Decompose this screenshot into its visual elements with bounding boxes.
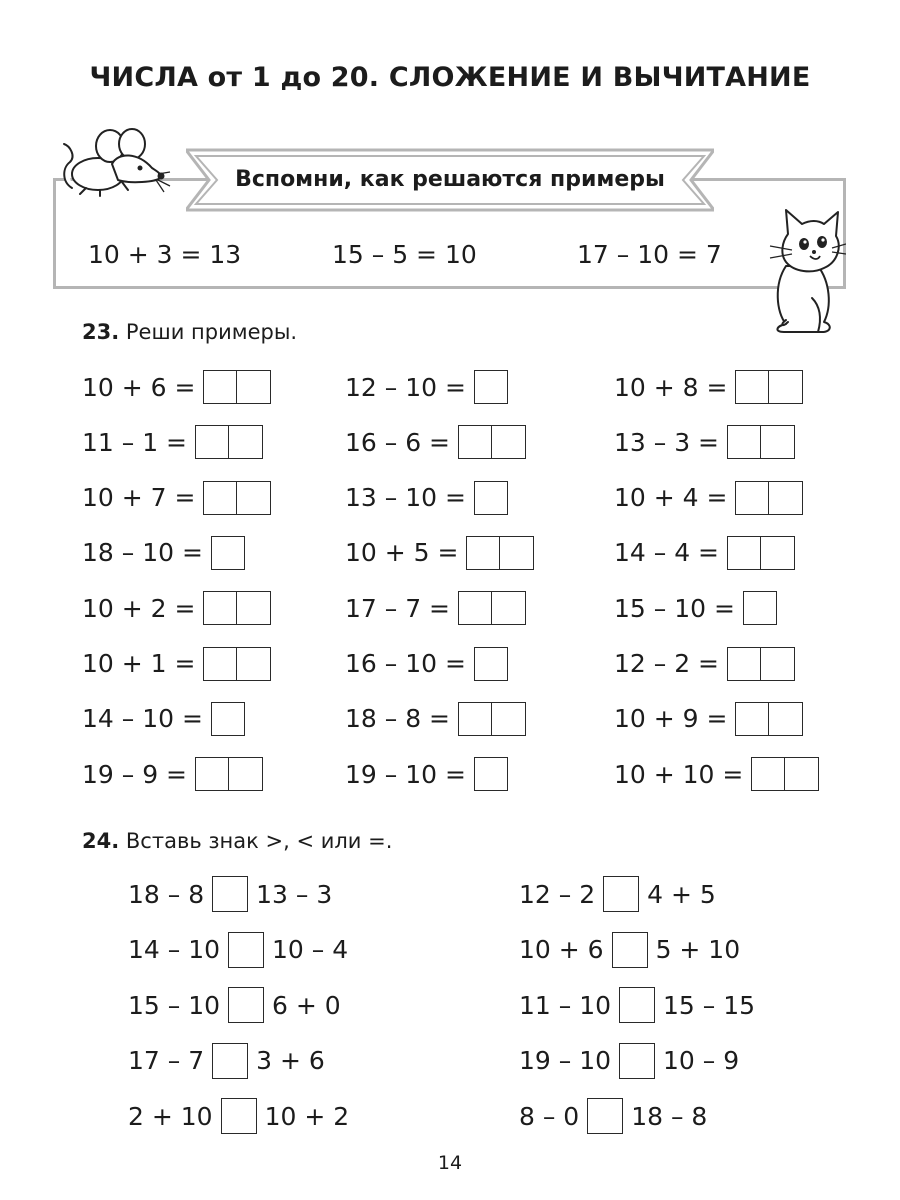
equation-expression: 14 – 4 = — [614, 538, 720, 568]
task-24-heading — [82, 829, 392, 853]
comparison-right: 10 – 9 — [663, 1046, 740, 1075]
answer-boxes — [735, 481, 803, 515]
equation — [614, 370, 803, 404]
comparison-left: 18 – 8 — [128, 879, 205, 909]
equation-expression: 10 + 9 = — [614, 704, 728, 734]
equation — [82, 647, 271, 681]
equation — [345, 370, 508, 404]
answer-cell[interactable] — [195, 425, 229, 459]
answer-cell[interactable] — [474, 481, 508, 515]
sign-box[interactable] — [612, 932, 648, 968]
answer-boxes — [474, 757, 508, 791]
answer-cell[interactable] — [785, 757, 819, 791]
sign-box[interactable] — [603, 876, 639, 912]
reminder-example-2: 15 – 5 = 10 — [332, 240, 477, 269]
equation-expression: 10 + 1 = — [82, 649, 196, 678]
answer-cell[interactable] — [761, 536, 795, 570]
equation — [82, 591, 271, 625]
answer-boxes — [735, 702, 803, 736]
equation-expression: 10 + 7 = — [82, 483, 196, 513]
answer-cell[interactable] — [195, 757, 229, 791]
comparison — [128, 932, 348, 968]
equation — [82, 481, 271, 515]
comparison-left: 17 – 7 — [128, 1046, 205, 1075]
answer-cell[interactable] — [466, 536, 500, 570]
answer-boxes — [203, 647, 271, 681]
answer-cell[interactable] — [203, 481, 237, 515]
task-23-number: 23. — [82, 320, 120, 344]
task-24-number: 24. — [82, 829, 120, 853]
comparison — [519, 1098, 707, 1134]
answer-boxes — [195, 425, 263, 459]
answer-boxes — [203, 370, 271, 404]
equation — [345, 591, 526, 625]
answer-cell[interactable] — [727, 647, 761, 681]
equation — [614, 425, 795, 459]
answer-boxes — [203, 481, 271, 515]
answer-cell[interactable] — [735, 370, 769, 404]
equation — [345, 425, 526, 459]
answer-cell[interactable] — [735, 702, 769, 736]
reminder-example-1: 10 + 3 = 13 — [88, 240, 242, 269]
answer-cell[interactable] — [500, 536, 534, 570]
comparison-right: 6 + 0 — [272, 990, 341, 1020]
comparison-right: 10 + 2 — [264, 1101, 350, 1131]
equation-expression: 12 – 2 = — [614, 649, 720, 678]
answer-cell[interactable] — [229, 757, 263, 791]
equation-expression: 16 – 6 = — [345, 427, 451, 457]
answer-cell[interactable] — [751, 757, 785, 791]
answer-cell[interactable] — [474, 757, 508, 791]
comparison-left: 11 – 10 — [519, 990, 612, 1020]
sign-box[interactable] — [228, 987, 264, 1023]
answer-boxes — [458, 702, 526, 736]
equation-expression: 12 – 10 = — [345, 372, 466, 402]
answer-cell[interactable] — [735, 481, 769, 515]
answer-boxes — [458, 591, 526, 625]
comparison-right: 3 + 6 — [256, 1046, 325, 1075]
comparison — [519, 876, 716, 912]
answer-cell[interactable] — [492, 591, 526, 625]
answer-cell[interactable] — [474, 647, 508, 681]
answer-boxes — [751, 757, 819, 791]
sign-box[interactable] — [619, 1043, 655, 1079]
task-23-heading — [82, 320, 297, 344]
reminder-example-3: 17 – 10 = 7 — [577, 240, 722, 269]
comparison — [519, 932, 740, 968]
equation-expression: 19 – 10 = — [345, 759, 466, 789]
answer-boxes — [735, 370, 803, 404]
answer-cell[interactable] — [203, 370, 237, 404]
equation-expression: 10 + 10 = — [614, 759, 744, 789]
equation-expression: 10 + 4 = — [614, 483, 728, 513]
answer-boxes — [727, 425, 795, 459]
sign-box[interactable] — [228, 932, 264, 968]
equation-expression: 18 – 10 = — [82, 538, 203, 568]
task-23-text: Реши примеры. — [125, 320, 298, 344]
answer-cell[interactable] — [727, 536, 761, 570]
answer-boxes — [195, 757, 263, 791]
equation — [82, 425, 263, 459]
comparison-right: 13 – 3 — [256, 879, 333, 909]
answer-cell[interactable] — [769, 370, 803, 404]
equation-expression: 13 – 3 = — [614, 427, 720, 457]
reminder-heading: Вспомни, как решаются примеры — [235, 167, 665, 192]
answer-cell[interactable] — [237, 647, 271, 681]
answer-boxes — [727, 536, 795, 570]
equation — [345, 757, 508, 791]
comparison-right: 5 + 10 — [655, 935, 741, 964]
equation-expression: 10 + 5 = — [345, 538, 459, 568]
equation — [82, 536, 245, 570]
equation — [614, 536, 795, 570]
page-title: ЧИСЛА от 1 до 20. СЛОЖЕНИЕ И ВЫЧИТАНИЕ — [89, 62, 811, 93]
page-number: 14 — [437, 1152, 463, 1174]
answer-boxes — [211, 702, 245, 736]
comparison — [128, 876, 332, 912]
comparison-left: 10 + 6 — [519, 935, 604, 964]
answer-boxes — [211, 536, 245, 570]
answer-cell[interactable] — [237, 591, 271, 625]
answer-boxes — [727, 647, 795, 681]
comparison-right: 18 – 8 — [631, 1101, 708, 1131]
answer-cell[interactable] — [761, 425, 795, 459]
answer-cell[interactable] — [203, 591, 237, 625]
comparison — [519, 987, 755, 1023]
answer-boxes — [458, 425, 526, 459]
comparison-left: 2 + 10 — [128, 1101, 213, 1131]
equation — [614, 757, 819, 791]
answer-cell[interactable] — [727, 425, 761, 459]
answer-cell[interactable] — [229, 425, 263, 459]
sign-box[interactable] — [212, 876, 248, 912]
sign-box[interactable] — [221, 1098, 257, 1134]
equation — [345, 536, 534, 570]
equation — [82, 757, 263, 791]
comparison-right: 10 – 4 — [272, 935, 349, 964]
comparison — [128, 1043, 325, 1079]
answer-cell[interactable] — [237, 481, 271, 515]
comparison — [519, 1043, 739, 1079]
equation — [345, 481, 508, 515]
answer-cell[interactable] — [203, 647, 237, 681]
answer-boxes — [466, 536, 534, 570]
sign-box[interactable] — [619, 987, 655, 1023]
comparison — [128, 987, 341, 1023]
mouse-icon — [60, 124, 172, 200]
sign-box[interactable] — [587, 1098, 623, 1134]
answer-cell[interactable] — [211, 536, 245, 570]
comparison-left: 15 – 10 — [128, 990, 221, 1020]
equation-expression: 10 + 6 = — [82, 372, 196, 402]
equation-expression: 15 – 10 = — [614, 593, 735, 623]
answer-cell[interactable] — [769, 702, 803, 736]
equation-expression: 10 + 2 = — [82, 593, 196, 623]
equation — [82, 370, 271, 404]
answer-cell[interactable] — [769, 481, 803, 515]
cat-icon — [766, 206, 846, 334]
answer-boxes — [474, 647, 508, 681]
answer-cell[interactable] — [458, 702, 492, 736]
comparison-left: 14 – 10 — [128, 935, 221, 964]
comparison-right: 15 – 15 — [663, 990, 756, 1020]
answer-cell[interactable] — [492, 702, 526, 736]
equation — [614, 702, 803, 736]
equation-expression: 17 – 7 = — [345, 593, 451, 623]
equation-expression: 16 – 10 = — [345, 649, 466, 678]
equation-expression: 11 – 1 = — [82, 427, 188, 457]
equation-expression: 13 – 10 = — [345, 483, 466, 513]
task-24-text: Вставь знак >, < или =. — [125, 829, 393, 853]
comparison-left: 12 – 2 — [519, 879, 596, 909]
comparison-left: 19 – 10 — [519, 1046, 612, 1075]
equation-expression: 14 – 10 = — [82, 704, 203, 734]
answer-boxes — [474, 370, 508, 404]
equation — [345, 647, 508, 681]
equation — [614, 647, 795, 681]
sign-box[interactable] — [212, 1043, 248, 1079]
answer-cell[interactable] — [492, 425, 526, 459]
comparison — [128, 1098, 349, 1134]
equation — [614, 591, 777, 625]
equation — [82, 702, 245, 736]
answer-boxes — [203, 591, 271, 625]
answer-cell[interactable] — [474, 370, 508, 404]
answer-cell[interactable] — [761, 647, 795, 681]
equation — [345, 702, 526, 736]
answer-cell[interactable] — [458, 425, 492, 459]
equation-expression: 19 – 9 = — [82, 759, 188, 789]
equation — [614, 481, 803, 515]
equation-expression: 10 + 8 = — [614, 372, 728, 402]
answer-cell[interactable] — [237, 370, 271, 404]
comparison-left: 8 – 0 — [519, 1101, 580, 1131]
answer-cell[interactable] — [743, 591, 777, 625]
answer-boxes — [474, 481, 508, 515]
comparison-right: 4 + 5 — [647, 879, 716, 909]
equation-expression: 18 – 8 = — [345, 704, 451, 734]
answer-boxes — [743, 591, 777, 625]
answer-cell[interactable] — [211, 702, 245, 736]
answer-cell[interactable] — [458, 591, 492, 625]
